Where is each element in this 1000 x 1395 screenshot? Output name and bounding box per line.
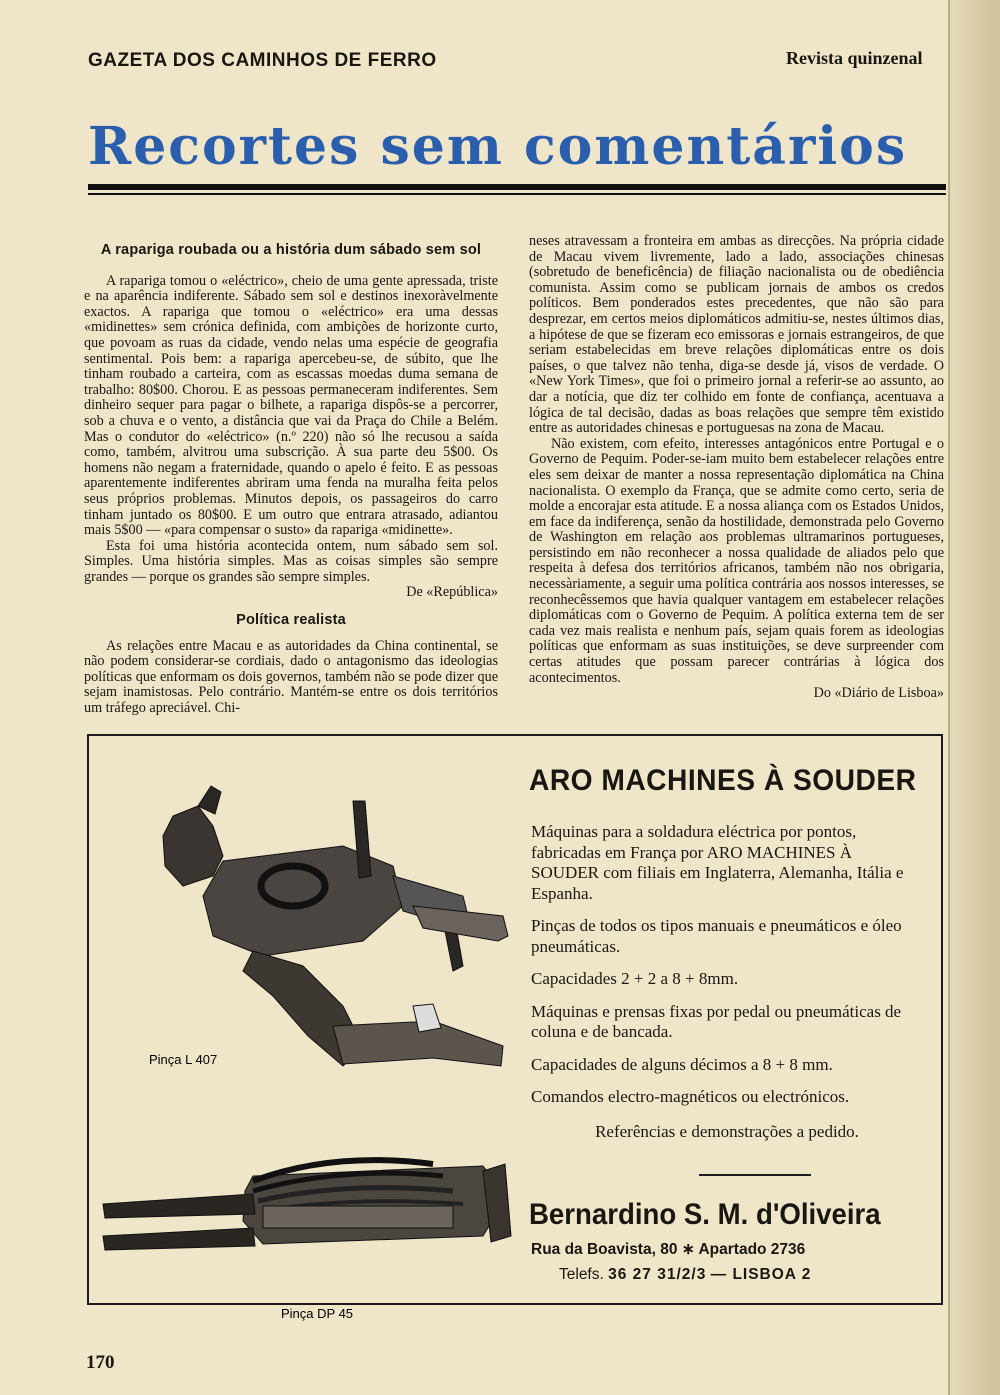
ad-references: Referências e demonstrações a pedido. — [595, 1121, 859, 1141]
ad-city: — LISBOA 2 — [710, 1266, 812, 1283]
publication-periodicity: Revista quinzenal — [786, 48, 923, 68]
section-title: Recortes sem comentários — [88, 116, 908, 177]
ad-paragraph: Pinças de todos os tipos manuais e pneumáticos e óleo pneumáticas. — [531, 916, 902, 956]
article-title: Política realista — [236, 612, 346, 629]
title-rule — [88, 184, 946, 190]
article-paragraph: As relações entre Macau e as autoridades da China continental, se não podem considerar-se cordiais, dado o antagonismo das ideologias políticas que enformam os dois governos, também não se pode dizer que sejam inamistosas. Pelo contrário. Mantém-se entre os dois territórios um tráfego apreciável. Chi- — [84, 637, 498, 717]
adjacent-page-edge — [948, 0, 1000, 1395]
right-column — [529, 234, 944, 702]
article-source: De «República» — [406, 584, 498, 601]
ad-paragraph: Capacidades de alguns décimos a 8 + 8 mm. — [531, 1054, 833, 1074]
ad-title: ARO MACHINES À SOUDER — [529, 764, 917, 797]
ad-company-name: Bernardino S. M. d'Oliveira — [529, 1198, 881, 1231]
welding-pliers-photo — [103, 766, 521, 1321]
ad-paragraph: Máquinas para a soldadura eléctrica por pontos, fabricadas em França por ARO MACHINES À SOUDER com filiais em Inglaterra, Alemanha, Itália e Espanha. — [531, 822, 904, 903]
photo-caption: Pinça L 407 — [149, 1052, 218, 1067]
photo-caption: Pinça DP 45 — [281, 1306, 354, 1321]
article-paragraph: neses atravessam a fronteira em ambas as direcções. Na própria cidade de Macau vivem livremente, lado a lado, associações chinesas (sobretudo de beneficência) de filiação nacionalista ou de obediência comunista. Assim como se publicam jornais de ambos os credos políticos. Bem ponderados estes precedentes, que não são para desprezar, em certos meios diplomáticos admitiu-se, nestes últimos dias, a hipótese de que se fizeram eco emissoras e jornais estrangeiros, de que seriam estabelecidas em breve relações diplomáticas entre os dois países, o que talvez não tenha, diga-se desde já, visos de verdade. O «New York Times», que foi o primeiro jornal a referir-se ao assunto, ao dar a notícia, que diz ter colhido em fonte de confiança, acentuava a lógica de tal decisão, dadas as boas relações que sempre têm existido entre as autoridades chinesas e portuguesas na zona de Macau. — [529, 233, 944, 437]
page-number: 170 — [86, 1352, 115, 1373]
phone-numbers: 36 27 31/2/3 — [608, 1266, 707, 1283]
ad-address: Rua da Boavista, 80 ∗ Apartado 2736 — [531, 1241, 806, 1258]
ad-divider — [699, 1174, 811, 1176]
left-column — [84, 243, 498, 717]
ad-phone — [559, 1266, 811, 1284]
ad-paragraph: Comandos electro-magnéticos ou electrónicos. — [531, 1087, 850, 1106]
article-paragraph: Não existem, com efeito, interesses antagónicos entre Portugal e o Governo de Pequim. Poder-se-iam muito bem estabelecer relações entre eles sem deixar de manter a nossa representação diplomática na China nacionalista. O exemplo da França, que se admite como certo, seria de molde a encorajar esta atitude. E a nossa aliança com os Estados Unidos, em face da indiferença, senão da hostilidade, demonstrada pelo Governo de Washington em relação aos problemas ultramarinos portugueses, persistindo em não reconhecer a nossa qualidade de aliados pelo que respeita à defesa dos territórios africanos, também não nos obrigaria, necessàriamente, a seguir uma política contrária aos nossos interesses, se reconhecêssemos que havia qualquer vantagem em estabelecer relações diplomáticas com o Governo de Pequim. A política externa tem de ser cada vez mais realista e nenhum país, sejam quais forem as ideologias políticas que enformam as suas instituições, se deve surpreender com certas atitudes que possam parecer contrárias à lógica dos acontecimentos. — [529, 435, 944, 686]
ad-paragraph: Capacidades 2 + 2 a 8 + 8mm. — [531, 969, 739, 988]
article-paragraph: Esta foi uma história acontecida ontem, num sábado sem sol. Simples. Uma história simples. Mas as coisas simples são sempre grandes — porque os grandes são sempre simples. — [84, 537, 498, 585]
ad-body — [531, 822, 923, 1154]
advertisement — [87, 734, 943, 1321]
ad-paragraph: Máquinas e prensas fixas por pedal ou pneumáticas de coluna e de bancada. — [531, 1001, 902, 1041]
title-rule-thin — [88, 193, 946, 195]
article-source: Do «Diário de Lisboa» — [813, 685, 944, 702]
article-title: A rapariga roubada ou a história dum sábado sem sol — [100, 242, 482, 258]
phone-label: Telefs. — [559, 1266, 604, 1283]
publication-name: GAZETA DOS CAMINHOS DE FERRO — [88, 50, 437, 71]
article-paragraph: A rapariga tomou o «eléctrico», cheio de uma gente apressada, triste e na aparência indiferente. Sábado sem sol e destinos inexoràvelmente exactos. A rapariga que tomou o «eléctrico» era uma dessas «midinettes» sem crónica definida, com ambições de horizonte curto, que povoam as ruas da cidade, vendo nelas uma espécie de geografia sentimental. Pois bem: a rapariga apercebeu-se, de súbito, que lhe tinham roubado a carteira, com as escassas moedas duma semana de trabalho: 80$00. Chorou. E as pessoas permaneceram indiferentes. Sem dinheiro sequer para pagar o bilhete, a rapariga dispôs-se a percorrer, sob a chuva e o vento, a distância que vai da Praça do Chile a Belém. Mas o condutor do «eléctrico» (n.º 220) não só lhe recusou a saída como, também, alvitrou uma subscrição. À sua parte deu 5$00. Os homens não negam a fraternidade, quando o apelo é feito. E as pessoas aparentemente indiferentes abriram uma fenda na muralha feita pelos seus próprios problemas. Minutos depois, os passageiros do carro tinham juntado os 80$00. E um outro que entrara atrasado, adiantou mais 5$00 — «para compensar o susto» da rapariga «midinette». — [84, 272, 498, 539]
